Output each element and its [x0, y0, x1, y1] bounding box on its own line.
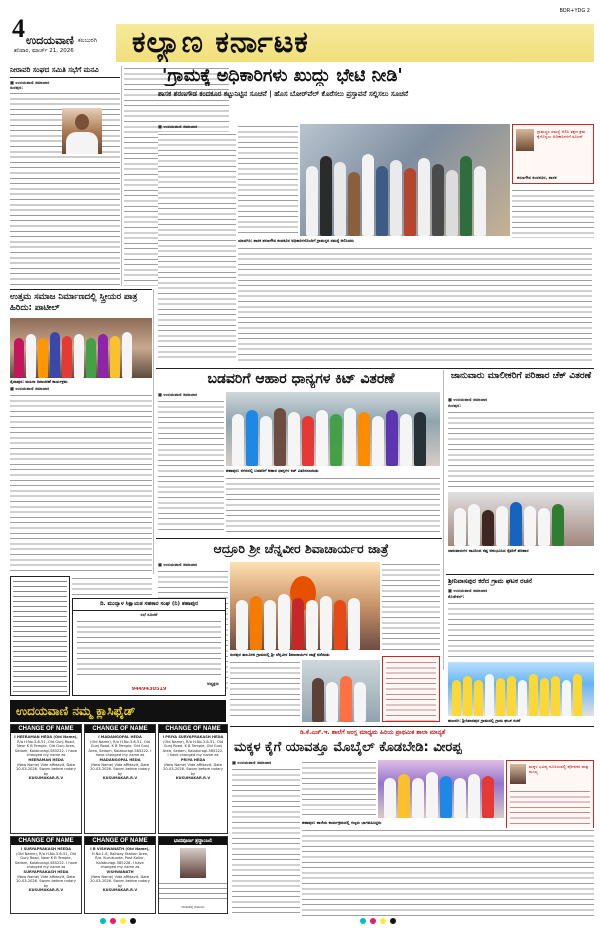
lead-sidebar-text: ಗ್ರಾಮಸ್ಥರ ಸಮಸ್ಯೆ ಆಲಿಸಿ ತಕ್ಷಣ ಕ್ರಮ ಕೈಗೊಳ್ಳಲು ಅಧಿಕಾರಿಗಳಿಗೆ ಸೂಚನೆ [537, 129, 586, 140]
story-bottom-body-3 [302, 828, 594, 918]
lead-body-col-3 [238, 246, 592, 364]
story-kits-body-2 [158, 442, 224, 534]
story-cattle-photo [448, 492, 594, 546]
print-registration-mark [390, 918, 396, 924]
classifieds-banner [10, 700, 226, 722]
story-cattle-body [448, 410, 594, 490]
lead-photo [300, 124, 510, 236]
story-kits-body-3 [226, 476, 440, 534]
story-kits-caption: ಶಹಾಪುರ: ನಗರದಲ್ಲಿ ಬಡವರಿಗೆ ಆಹಾರ ಧಾನ್ಯಗಳ ಕಿಟ್ ವಿತರಿಸಲಾಯಿತು [226, 468, 319, 473]
story-irrigation-heading: ನೀರಾವರಿ ಸಂಘದ ಸಮಿತಿ ಸಭೆಗೆ ಮನವಿ [10, 66, 120, 78]
newspaper-name: ಉದಯವಾಣಿ [26, 34, 74, 47]
classified-card-4: CHANGE OF NAME I SURYAPRAKASH HEEDA (Old Name), R/o H.No.3-6-51, Old Gunj Road, Near K B Temple, Sedam, Kalaburagi-585222. I have changed my name as SURYAPRAKASH HEDA (New Name) Vide affidavit, Date 20-03-2026. Sworn before notary by KUSUMAKAR.R.V [10, 836, 82, 914]
section-divider-3 [446, 574, 594, 575]
lead-body-col-4 [512, 188, 594, 238]
story-cattle-heading: ಜಾನುವಾರು ಮಾಲೀಕರಿಗೆ ಪರಿಹಾರ ಚೆಕ್ ವಿತರಣೆ [450, 371, 592, 381]
lead-subheadline: ಶಾಸಕ ಶರಣಗೌಡ ಕಂದಕೂರ ಕಟ್ಟುನಿಟ್ಟಿನ ಸೂಚನೆ | ಹೊಸ ಬೋರ್‌ವೆಲ್ ಕೊರೆಸಲು ಪ್ರಸ್ತಾವನೆ ಸಲ್ಲಿಸಲು ಸೂಚನೆ [158, 90, 409, 98]
city-label: ಕಲಬುರಗಿ [78, 37, 98, 44]
section-divider-1 [156, 368, 594, 369]
story-bottom-body-1 [232, 767, 300, 917]
section-divider-4 [230, 726, 594, 727]
lead-sidebar-box [512, 124, 594, 184]
story-bottom-photo [378, 760, 504, 818]
column-rule-3 [443, 370, 444, 670]
story-irrigation-place: ಸುರಪುರ: [10, 85, 24, 91]
page-number: 4 [12, 14, 25, 43]
story-grama-body [448, 601, 594, 659]
tribute-card: ಭಾವಪೂರ್ಣ ಶ್ರದ್ಧಾಂಜಲಿ ದುಃಖತಪ್ತ ಕುಟುಂಬ [158, 836, 228, 914]
print-registration-mark [360, 918, 366, 924]
story-jatre-photo [230, 562, 380, 650]
story-jatre-caption: ಸುರಪುರ ತಾಲೂಕಿನ ಗ್ರಾಮದಲ್ಲಿ ಶ್ರೀ ಚೆನ್ನವೀರ ಶಿವಾಚಾರ್ಯರ ಜಾತ್ರೆ ನಡೆಯಿತು [230, 652, 330, 657]
story-cattle-place: ಸುರಪುರ: [448, 403, 462, 408]
lead-headline: 'ಗ್ರಾಮಕ್ಕೆ ಅಧಿಕಾರಿಗಳು ಖುದ್ದು ಭೇಟಿ ನೀಡಿ' [162, 66, 403, 86]
notice-phone: 9449430519 [131, 686, 167, 692]
story-jatre-body-3 [230, 660, 300, 720]
story-patil-dateline: ■ ಉದಯವಾಣಿ ಸಮಾಚಾರ [10, 386, 50, 391]
story-kits-heading: ಬಡವರಿಗೆ ಆಹಾರ ಧಾನ್ಯಗಳ ಕಿಟ್ ವಿತರಣೆ [207, 371, 395, 387]
lead-pullquote-label: ಶರಣಗೌಡ ಕಂದಕೂರ, ಶಾಸಕ [517, 174, 557, 180]
story-grama-photo [448, 662, 594, 716]
story-irrigation-dateline: ■ ಉದಯವಾಣಿ ಸಮಾಚಾರ [10, 80, 50, 85]
classified-card-3: CHANGE OF NAME I PRIYA SURYAPRAKASH HEDA (Old Name), R/o H.No.3-6-51, Old Gunj Road, K B Temple, Old Gunj Area, Sedam, Kalaburagi-585222. I have changed my name as PRIYA HEDA (New Name) Vide affidavit, Date 20-03-2026. Sworn before notary by KUSUMAKAR.R.V [158, 724, 228, 834]
section-title: ಕಲ್ಯಾಣ ಕರ್ನಾಟಕ [132, 25, 309, 60]
story-irrigation [10, 66, 120, 286]
story-grama-heading: ಶ್ರೀನಿವಾಸಪುರ ಕರೆದ ಗ್ರಾಮ ಘಟಕ ರಚನೆ [448, 577, 532, 585]
story-patil-caption: ಸೈದಾಪುರ: ಮಹಿಳಾ ದಿನಾಚರಣೆ ಕಾರ್ಯಕ್ರಮ [10, 379, 68, 384]
story-cattle-dateline: ■ ಉದಯವಾಣಿ ಸಮಾಚಾರ [448, 397, 488, 402]
story-jatre-dateline: ■ ಉದಯವಾಣಿ ಸಮಾಚಾರ [158, 562, 198, 567]
story-grama-dateline: ■ ಉದಯವಾಣಿ ಸಮಾಚಾರ [448, 588, 488, 593]
story-grama-caption: ಹುಣಸಗಿ: ಶ್ರೀನಿವಾಸಪುರ ಗ್ರಾಮದಲ್ಲಿ ಗ್ರಾಮ ಘಟಕ ರಚನೆ [448, 718, 521, 723]
classified-card-2: CHANGE OF NAME I MADANGOPAL HEDA (Old Name), R/o H.No.3-6-51, Old Gunj Road, K B Temple, Old Gunj Area, Sedam, Kalaburagi-585222. I have changed my name as MADANGOPAL HEDA (New Name) Vide affidavit, Date 20-03-2026. Sworn before notary by KUSUMAKAR.R.V [84, 724, 156, 834]
portrait-photo [62, 108, 102, 154]
column-rule [121, 66, 122, 286]
story-jatre-heading: ಆದ್ರೂರಿ ಶ್ರೀ ಚೆನ್ನವೀರ ಶಿವಾಚಾರ್ಯರ ಜಾತ್ರೆ [213, 541, 389, 556]
section-band [116, 24, 594, 62]
edition-code: BDR+YDG 2 [559, 8, 590, 14]
lead-photo-caption: ಯಾದಗಿರಿ: ಶಾಸಕ ಶರಣಗೌಡ ಕಂದಕೂರ ಅಧಿಕಾರಿಗಳೊಂದಿಗೆ ಗ್ರಾಮಸ್ಥರ ಸಮಸ್ಯೆ ಆಲಿಸಿದರು [238, 238, 354, 243]
notice-box [72, 598, 226, 696]
classifieds-title: ಉದಯವಾಣಿ ನಮ್ಮ ಕ್ಲಾಸಿಫೈಡ್ [16, 704, 136, 718]
story-patil-photo [10, 318, 152, 378]
story-bottom-body-4 [302, 812, 376, 818]
page-header [0, 0, 600, 60]
story-grama-place: ಕೊಡೇಕಲ್: [448, 594, 465, 599]
story-patil-heading: ಉತ್ತಮ ಸಮಾಜ ನಿರ್ಮಾಣದಲ್ಲಿ ಸ್ತ್ರೀಯರ ಪಾತ್ರ ಹಿರಿದು: ಪಾಟೀಲ್ [10, 292, 138, 313]
classified-card-1: CHANGE OF NAME I HEERAMAN HEDA (Old Name), R/o H.No.3-6-51, Old Gunj Road, Near K B Temple, Old Gunj Area, Sedam, Kalaburagi-585222. I have changed my name as HEERAMAN HEDA (New Name) Vide affidavit, Date 20-03-2026. Sworn before notary by KUSUMAKAR.R.V [10, 724, 82, 834]
story-kits-body-1 [158, 399, 224, 439]
print-registration-mark [130, 918, 136, 924]
notice-title: ದಿ. ಮುದ್ನಾಳ ಸಿಕ್ಷಾಯತ ಸಹಕಾರ ಸಂಘ (ನಿ) ಶಹಾಪುರ [73, 599, 225, 611]
lead-body-col-1 [158, 132, 236, 362]
story-jatre-body-2 [382, 562, 440, 654]
story-bottom-sidebar-text: ಮಕ್ಕಳ ಭವಿಷ್ಯ ರೂಪಿಸುವಲ್ಲಿ ಪೋಷಕರ ಪಾತ್ರ ಮುಖ್ಯ [529, 764, 589, 775]
lead-dateline: ■ ಉದಯವಾಣಿ ಸಮಾಚಾರ [158, 124, 198, 129]
story-patil-body [10, 393, 152, 571]
story-kits-photo [226, 392, 440, 466]
story-bottom-body-2 [302, 760, 376, 810]
story-cattle-sidenote: ಜಾನುವಾರುಗಳ ಸಾವಿನಿಂದ ನಷ್ಟ ಅನುಭವಿಸಿದ ರೈತರಿಗೆ ಪರಿಹಾರ [448, 548, 529, 553]
section-divider-left [10, 289, 152, 290]
left-advert [10, 576, 70, 696]
print-registration-mark [370, 918, 376, 924]
story-bottom-dateline: ■ ಉದಯವಾಣಿ ಸಮಾಚಾರ [232, 760, 272, 765]
column-rule-2 [153, 289, 154, 574]
story-kits-dateline: ■ ಉದಯವಾಣಿ ಸಮಾಚಾರ [158, 392, 198, 397]
story-jatre-callout [382, 656, 440, 722]
section-divider-2 [156, 538, 442, 539]
notice-subtitle: ಸಭೆ ಸೂಚನೆ [140, 612, 158, 617]
classified-card-5: CHANGE OF NAME I B VISHWANATH (Old Name), H.No.1-6, Railway Station Area, R/o, Kurukunda, Post Kollur, Kalaburagi-585228. I have changed my name as VISHWANATH (New Name) Vide affidavit, Date 20-03-2026. Sworn before notary by KUSUMAKAR.R.V [84, 836, 156, 914]
story-bottom-caption: ಶಹಾಪುರ: ಶಾಲೆಯ ಕಾರ್ಯಕ್ರಮದಲ್ಲಿ ಗಣ್ಯರು ಭಾಗವಹಿಸಿದ್ದರು [302, 820, 382, 825]
print-registration-mark [100, 918, 106, 924]
story-bottom-heading: ಮಕ್ಕಳ ಕೈಗೆ ಯಾವತ್ತೂ ಮೊಬೈಲ್ ಕೊಡಬೇಡಿ: ವೀರಪ್ಪ [234, 740, 462, 755]
issue-date: ಶನಿವಾರ, ಮಾರ್ಚ್ 21, 2026 [14, 48, 74, 54]
story-jatre-photo-2 [302, 660, 380, 722]
print-registration-mark [110, 918, 116, 924]
print-registration-mark [380, 918, 386, 924]
story-bottom-kicker: ಡಿ.ಕೆ.ಎಚ್.ಇ. ಶಾಲೆಗೆ ಆಂಗ್ಲ ಮಾಧ್ಯಮ ಹಿರಿಯ ಪ್ರಾಥಮಿಕ ಶಾಲಾ ಮಾನ್ಯತೆ [300, 729, 446, 736]
print-registration-mark [120, 918, 126, 924]
lead-body-col-2 [238, 124, 298, 234]
notice-signature: ಅಧ್ಯಕ್ಷರು [207, 681, 219, 687]
